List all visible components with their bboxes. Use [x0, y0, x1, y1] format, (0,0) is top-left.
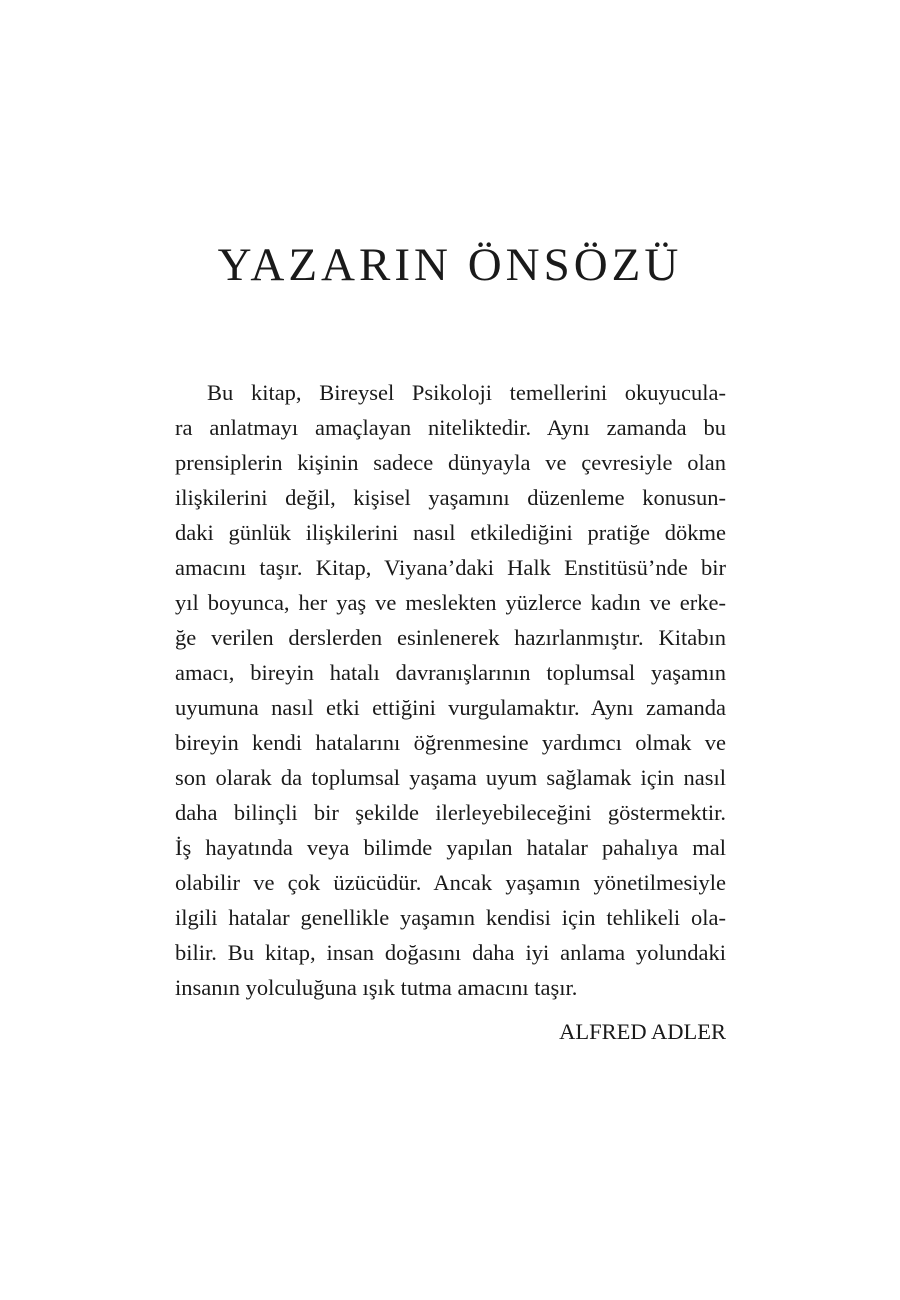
chapter-title: YAZARIN ÖNSÖZÜ	[217, 239, 683, 291]
text-line: ilişkilerini değil, kişisel yaşamını düzenleme konusun-	[175, 485, 726, 510]
preface-text	[175, 375, 726, 1005]
text-line: daha bilinçli bir şekilde ilerleyebileceğini göstermektir.	[175, 800, 726, 825]
text-line: ğe verilen derslerden esinlenerek hazırlanmıştır. Kitabın	[175, 625, 726, 650]
text-line: İş hayatında veya bilimde yapılan hatalar pahalıya mal	[175, 835, 726, 860]
text-line: amacı, bireyin hatalı davranışlarının toplumsal yaşamın	[175, 660, 726, 685]
text-line: bilir. Bu kitap, insan doğasını daha iyi anlama yolundaki	[175, 940, 726, 965]
text-line: yıl boyunca, her yaş ve meslekten yüzlerce kadın ve erke-	[175, 590, 726, 615]
text-line: olabilir ve çok üzücüdür. Ancak yaşamın yönetilmesiyle	[175, 870, 726, 895]
text-line: ra anlatmayı amaçlayan niteliktedir. Aynı zamanda bu	[175, 415, 726, 440]
text-line: Bu kitap, Bireysel Psikoloji temellerini okuyucula-	[207, 380, 726, 405]
text-line: prensiplerin kişinin sadece dünyayla ve çevresiyle olan	[175, 450, 726, 475]
text-line: amacını taşır. Kitap, Viyana’daki Halk Enstitüsü’nde bir	[175, 555, 726, 580]
text-line: ilgili hatalar genellikle yaşamın kendisi için tehlikeli ola-	[175, 905, 726, 930]
text-line: son olarak da toplumsal yaşama uyum sağlamak için nasıl	[175, 765, 726, 790]
text-line: bireyin kendi hatalarını öğrenmesine yardımcı olmak ve	[175, 730, 726, 755]
text-line: insanın yolculuğuna ışık tutma amacını taşır.	[175, 975, 578, 1000]
text-line: daki günlük ilişkilerini nasıl etkilediğini pratiğe dökme	[175, 520, 726, 545]
author-signature: ALFRED ADLER	[559, 1019, 726, 1044]
text-line: uyumuna nasıl etki ettiğini vurgulamaktır. Aynı zamanda	[175, 695, 726, 720]
